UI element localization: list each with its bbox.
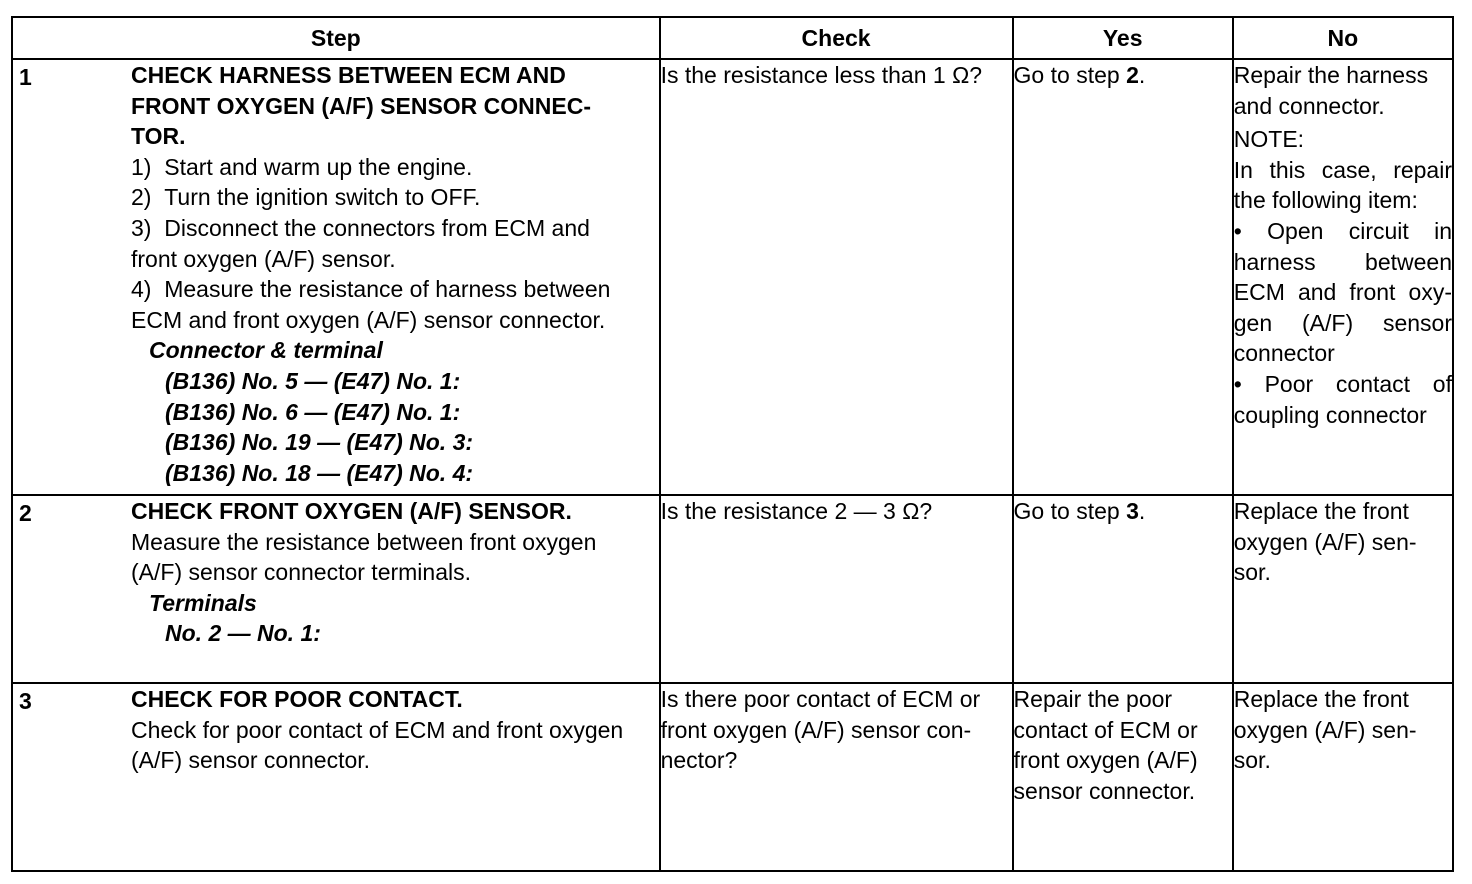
- terminal-spec: (B136) No. 19 — (E47) No. 3:: [165, 429, 474, 456]
- table-row: [12, 59, 1453, 495]
- no-cell: [1233, 683, 1453, 871]
- step-instruction: (A/F) sensor connector.: [131, 747, 371, 774]
- step-instruction: 2) Turn the ignition switch to OFF.: [131, 184, 481, 211]
- no-action-line: Replace the front: [1233, 498, 1409, 524]
- step-body: [131, 60, 659, 488]
- header-yes: Yes: [1013, 17, 1233, 59]
- step-instruction: front oxygen (A/F) sensor.: [131, 245, 396, 272]
- step-title: [131, 60, 659, 152]
- diagnostic-table: [11, 16, 1454, 872]
- note-bullet: • Poor contact of coupling connector: [1233, 370, 1452, 428]
- no-action-line: sor.: [1233, 559, 1271, 586]
- header-step: Step: [12, 17, 660, 59]
- step-instruction: Check for poor contact of ECM and front oxygen: [131, 716, 624, 743]
- step-body: [131, 684, 659, 776]
- step-title-line: TOR.: [131, 123, 186, 150]
- no-action-line: Replace the front: [1233, 686, 1409, 712]
- note-line: In this case, repair: [1233, 156, 1452, 183]
- terminal-spec: (B136) No. 18 — (E47) No. 4:: [165, 459, 474, 486]
- yes-cell: [1013, 495, 1233, 683]
- table-row: [12, 683, 1453, 871]
- check-cell: [660, 495, 1013, 683]
- step-instruction: ECM and front oxygen (A/F) sensor connector.: [131, 306, 606, 333]
- yes-action-line: contact of ECM or: [1013, 716, 1198, 743]
- step-instruction: 1) Start and warm up the engine.: [131, 153, 473, 180]
- terminals-heading: Terminals: [149, 589, 257, 616]
- yes-text-end: .: [1138, 62, 1146, 88]
- no-cell: [1233, 495, 1453, 683]
- yes-cell: [1013, 683, 1233, 871]
- note-label: NOTE:: [1233, 126, 1305, 153]
- check-cell: [660, 683, 1013, 871]
- yes-text: Go to step: [1013, 62, 1127, 88]
- step-cell: [12, 59, 660, 495]
- step-title-line: FRONT OXYGEN (A/F) SENSOR CONNEC-: [131, 92, 592, 119]
- yes-cell: [1013, 59, 1233, 495]
- header-check: Check: [660, 17, 1013, 59]
- check-question-line: nector?: [660, 747, 738, 774]
- step-instruction: Measure the resistance between front oxygen: [131, 528, 597, 555]
- note-line: the following item:: [1233, 187, 1418, 214]
- no-action-line: and connector.: [1233, 92, 1385, 119]
- terminal-spec: (B136) No. 5 — (E47) No. 1:: [165, 367, 461, 394]
- check-cell: [660, 59, 1013, 495]
- yes-step-ref: 3: [1126, 498, 1139, 524]
- step-title: CHECK FOR POOR CONTACT.: [131, 686, 463, 712]
- yes-step-ref: 2: [1126, 62, 1139, 88]
- yes-text: Go to step: [1013, 498, 1127, 524]
- step-instruction: 4) Measure the resistance of harness between: [131, 276, 611, 303]
- step-title-line: CHECK HARNESS BETWEEN ECM AND: [131, 62, 566, 88]
- check-question: Is the resistance 2 — 3 Ω?: [660, 498, 933, 524]
- connector-terminal-heading: Connector & terminal: [149, 337, 383, 364]
- no-action-line: Repair the harness: [1233, 62, 1429, 88]
- step-number: 1: [19, 64, 32, 90]
- no-action-line: sor.: [1233, 747, 1271, 774]
- step-body: [131, 496, 659, 649]
- table-header-row: [12, 17, 1453, 59]
- step-cell: [12, 683, 660, 871]
- check-question-line: Is there poor contact of ECM or: [660, 686, 981, 712]
- step-instruction: 3) Disconnect the connectors from ECM and: [131, 214, 590, 241]
- step-title: CHECK FRONT OXYGEN (A/F) SENSOR.: [131, 498, 572, 524]
- step-number: 2: [19, 500, 32, 526]
- step-cell: [12, 495, 660, 683]
- yes-text-end: .: [1138, 498, 1146, 524]
- yes-action-line: Repair the poor: [1013, 686, 1173, 712]
- header-no: No: [1233, 17, 1453, 59]
- terminal-spec: No. 2 — No. 1:: [165, 620, 321, 647]
- check-question: Is the resistance less than 1 Ω?: [660, 62, 983, 88]
- terminal-spec: (B136) No. 6 — (E47) No. 1:: [165, 398, 461, 425]
- no-action-line: oxygen (A/F) sen-: [1233, 716, 1417, 743]
- step-number: 3: [19, 688, 32, 714]
- table-row: [12, 495, 1453, 683]
- yes-action-line: front oxygen (A/F): [1013, 747, 1198, 774]
- no-action-line: oxygen (A/F) sen-: [1233, 528, 1417, 555]
- yes-action-line: sensor connector.: [1013, 777, 1196, 804]
- step-instruction: (A/F) sensor connector terminals.: [131, 559, 472, 586]
- no-cell: [1233, 59, 1453, 495]
- note-bullet: • Open circuit in harness between ECM and front oxy-gen (A/F) sensor connector: [1233, 217, 1452, 367]
- check-question-line: front oxygen (A/F) sensor con-: [660, 716, 972, 743]
